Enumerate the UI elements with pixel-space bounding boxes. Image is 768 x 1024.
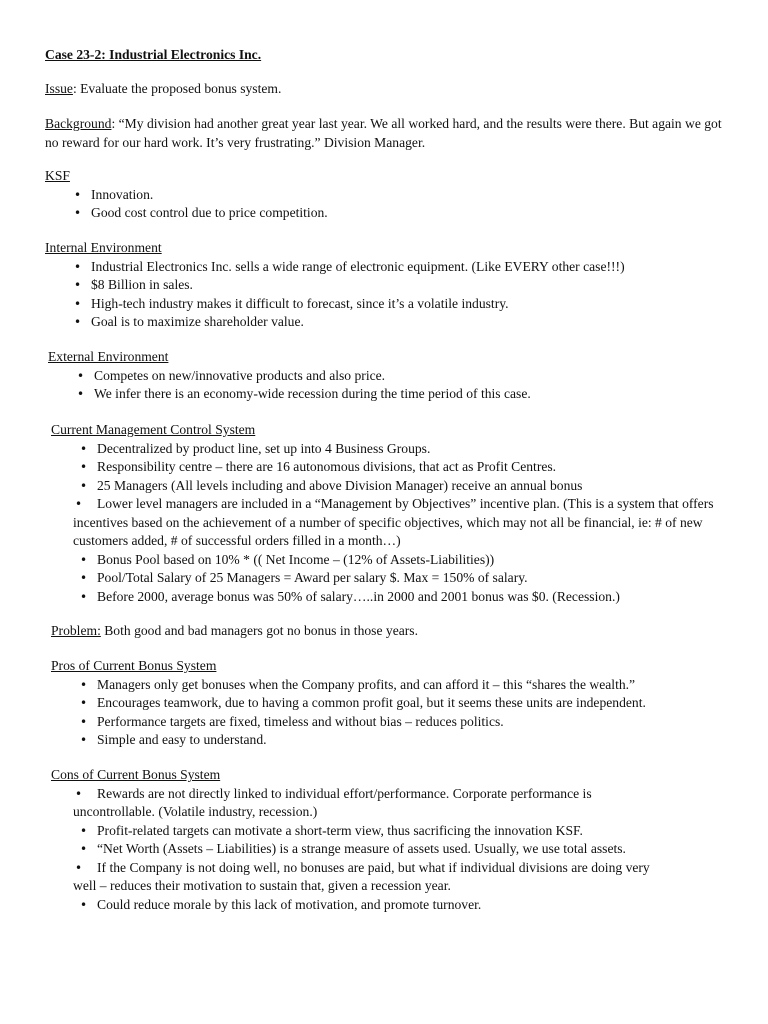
external-environment-list — [48, 367, 728, 404]
problem-label: Problem: — [51, 623, 101, 638]
list-item: • $8 Billion in sales. — [45, 276, 725, 295]
list-item: • Innovation. — [45, 186, 725, 205]
issue-text: : Evaluate the proposed bonus system. — [72, 81, 282, 96]
external-environment-heading: External Environment — [48, 349, 169, 364]
ksf-heading: KSF — [45, 168, 70, 183]
pros-heading: Pros of Current Bonus System — [51, 658, 217, 673]
list-item: • Performance targets are fixed, timeless and without bias – reduces politics. — [51, 713, 731, 732]
cons-list — [51, 785, 671, 915]
ksf-list — [45, 186, 725, 223]
list-item: • Responsibility centre – there are 16 autonomous divisions, that act as Profit Centres. — [51, 458, 731, 477]
list-item: • Profit-related targets can motivate a short-term view, thus sacrificing the innovation KSF. — [51, 822, 671, 841]
list-item: • Could reduce morale by this lack of motivation, and promote turnover. — [51, 896, 671, 915]
cons-section — [51, 766, 671, 914]
problem-paragraph — [51, 622, 731, 641]
list-item: • Goal is to maximize shareholder value. — [45, 313, 725, 332]
ksf-section — [45, 167, 725, 223]
list-item: • Industrial Electronics Inc. sells a wide range of electronic equipment. (Like EVERY other case!!!) — [45, 258, 725, 277]
list-item: • Competes on new/innovative products and also price. — [48, 367, 728, 386]
background-label: Background — [45, 116, 112, 131]
external-environment-section — [48, 348, 728, 404]
internal-environment-section — [45, 239, 725, 332]
list-item: • 25 Managers (All levels including and above Division Manager) receive an annual bonus — [51, 477, 731, 496]
list-item: • Simple and easy to understand. — [51, 731, 731, 750]
pros-section — [51, 657, 731, 750]
list-item: • Encourages teamwork, due to having a common profit goal, but it seems these units are independent. — [51, 694, 731, 713]
pros-list — [51, 676, 731, 750]
list-item: • Lower level managers are included in a “Management by Objectives” incentive plan. (This is a system that offers incentives based on the achievement of a number of specific objectives, which may not all be financial, ie: # of new customers added, # of successful orders filled in a month…) — [51, 495, 731, 551]
internal-environment-heading: Internal Environment — [45, 240, 162, 255]
list-item: • We infer there is an economy-wide recession during the time period of this case. — [48, 385, 728, 404]
list-item: • If the Company is not doing well, no bonuses are paid, but what if individual divisions are doing very well – reduces their motivation to sustain that, given a recession year. — [51, 859, 671, 896]
management-control-list — [51, 440, 731, 607]
cons-heading: Cons of Current Bonus System — [51, 767, 221, 782]
list-item: • “Net Worth (Assets – Liabilities) is a strange measure of assets used. Usually, we use total assets. — [51, 840, 671, 859]
list-item: • Rewards are not directly linked to individual effort/performance. Corporate performance is uncontrollable. (Volatile industry, recession.) — [51, 785, 671, 822]
internal-environment-list — [45, 258, 725, 332]
case-title: Case 23-2: Industrial Electronics Inc. — [45, 47, 262, 62]
background-text: : “My division had another great year last year. We all worked hard, and the results were there. But again we got no reward for our hard work. It’s very frustrating.” Division Manager. — [45, 116, 722, 150]
management-control-heading: Current Management Control System — [51, 422, 256, 437]
issue-label: Issue — [45, 81, 73, 96]
background-paragraph — [45, 115, 725, 152]
problem-text: Both good and bad managers got no bonus in those years. — [100, 623, 418, 638]
management-control-section — [51, 421, 731, 606]
list-item: • Decentralized by product line, set up into 4 Business Groups. — [51, 440, 731, 459]
issue-paragraph — [45, 80, 725, 99]
list-item: • Good cost control due to price competition. — [45, 204, 725, 223]
list-item: • Bonus Pool based on 10% * (( Net Income – (12% of Assets-Liabilities)) — [51, 551, 731, 570]
list-item: • Pool/Total Salary of 25 Managers = Award per salary $. Max = 150% of salary. — [51, 569, 731, 588]
list-item: • Managers only get bonuses when the Company profits, and can afford it – this “shares the wealth.” — [51, 676, 731, 695]
list-item: • Before 2000, average bonus was 50% of salary…..in 2000 and 2001 bonus was $0. (Recession.) — [51, 588, 731, 607]
list-item: • High-tech industry makes it difficult to forecast, since it’s a volatile industry. — [45, 295, 725, 314]
